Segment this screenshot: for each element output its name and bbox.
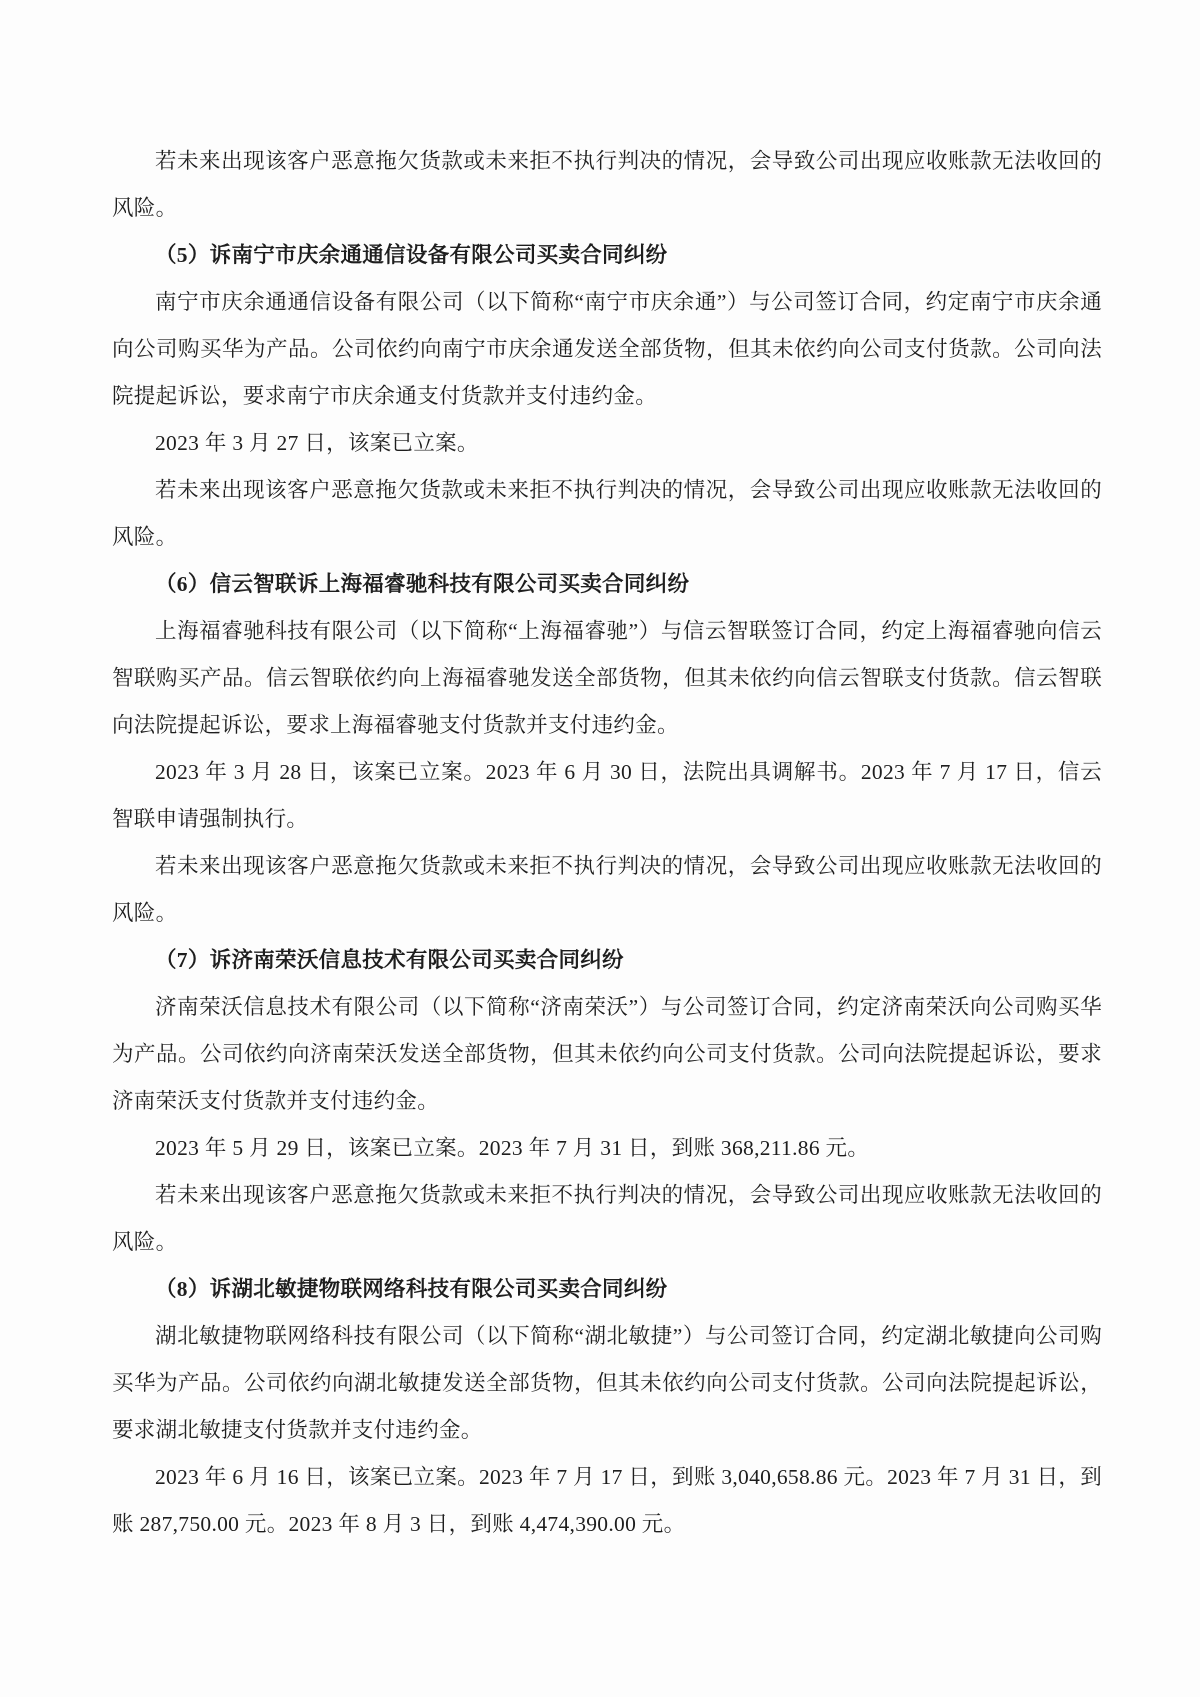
paragraph: 若未来出现该客户恶意拖欠货款或未来拒不执行判决的情况，会导致公司出现应收账款无法收回的风险。 (112, 149, 1102, 220)
paragraph: 湖北敏捷物联网络科技有限公司（以下简称“湖北敏捷”）与公司签订合同，约定湖北敏捷向公司购买华为产品。公司依约向湖北敏捷发送全部货物，但其未依约向公司支付货款。公司向法院提起诉讼，要求湖北敏捷支付货款并支付违约金。 (112, 1324, 1102, 1442)
paragraph: 2023 年 5 月 29 日，该案已立案。2023 年 7 月 31 日，到账 368,211.86 元。 (155, 1136, 870, 1160)
document-body (112, 138, 1102, 1548)
section-heading: （5）诉南宁市庆余通通信设备有限公司买卖合同纠纷 (155, 243, 668, 267)
paragraph: 2023 年 3 月 27 日，该案已立案。 (155, 431, 479, 455)
paragraph: 上海福睿驰科技有限公司（以下简称“上海福睿驰”）与信云智联签订合同，约定上海福睿驰向信云智联购买产品。信云智联依约向上海福睿驰发送全部货物，但其未依约向信云智联支付货款。信云智联向法院提起诉讼，要求上海福睿驰支付货款并支付违约金。 (112, 619, 1102, 737)
section-heading: （8）诉湖北敏捷物联网络科技有限公司买卖合同纠纷 (155, 1277, 668, 1301)
paragraph: 南宁市庆余通通信设备有限公司（以下简称“南宁市庆余通”）与公司签订合同，约定南宁市庆余通向公司购买华为产品。公司依约向南宁市庆余通发送全部货物，但其未依约向公司支付货款。公司向法院提起诉讼，要求南宁市庆余通支付货款并支付违约金。 (112, 290, 1102, 408)
paragraph: 2023 年 3 月 28 日，该案已立案。2023 年 6 月 30 日，法院出具调解书。2023 年 7 月 17 日，信云智联申请强制执行。 (112, 760, 1102, 831)
paragraph: 若未来出现该客户恶意拖欠货款或未来拒不执行判决的情况，会导致公司出现应收账款无法收回的风险。 (112, 478, 1102, 549)
paragraph: 若未来出现该客户恶意拖欠货款或未来拒不执行判决的情况，会导致公司出现应收账款无法收回的风险。 (112, 1183, 1102, 1254)
section-heading: （6）信云智联诉上海福睿驰科技有限公司买卖合同纠纷 (155, 572, 690, 596)
paragraph: 济南荣沃信息技术有限公司（以下简称“济南荣沃”）与公司签订合同，约定济南荣沃向公司购买华为产品。公司依约向济南荣沃发送全部货物，但其未依约向公司支付货款。公司向法院提起诉讼，要求济南荣沃支付货款并支付违约金。 (112, 995, 1102, 1113)
paragraph: 2023 年 6 月 16 日，该案已立案。2023 年 7 月 17 日，到账 3,040,658.86 元。2023 年 7 月 31 日，到账 287,750.00 元。2023 年 8 月 3 日，到账 4,474,390.00 元。 (112, 1465, 1102, 1536)
paragraph: 若未来出现该客户恶意拖欠货款或未来拒不执行判决的情况，会导致公司出现应收账款无法收回的风险。 (112, 854, 1102, 925)
section-heading: （7）诉济南荣沃信息技术有限公司买卖合同纠纷 (155, 948, 624, 972)
